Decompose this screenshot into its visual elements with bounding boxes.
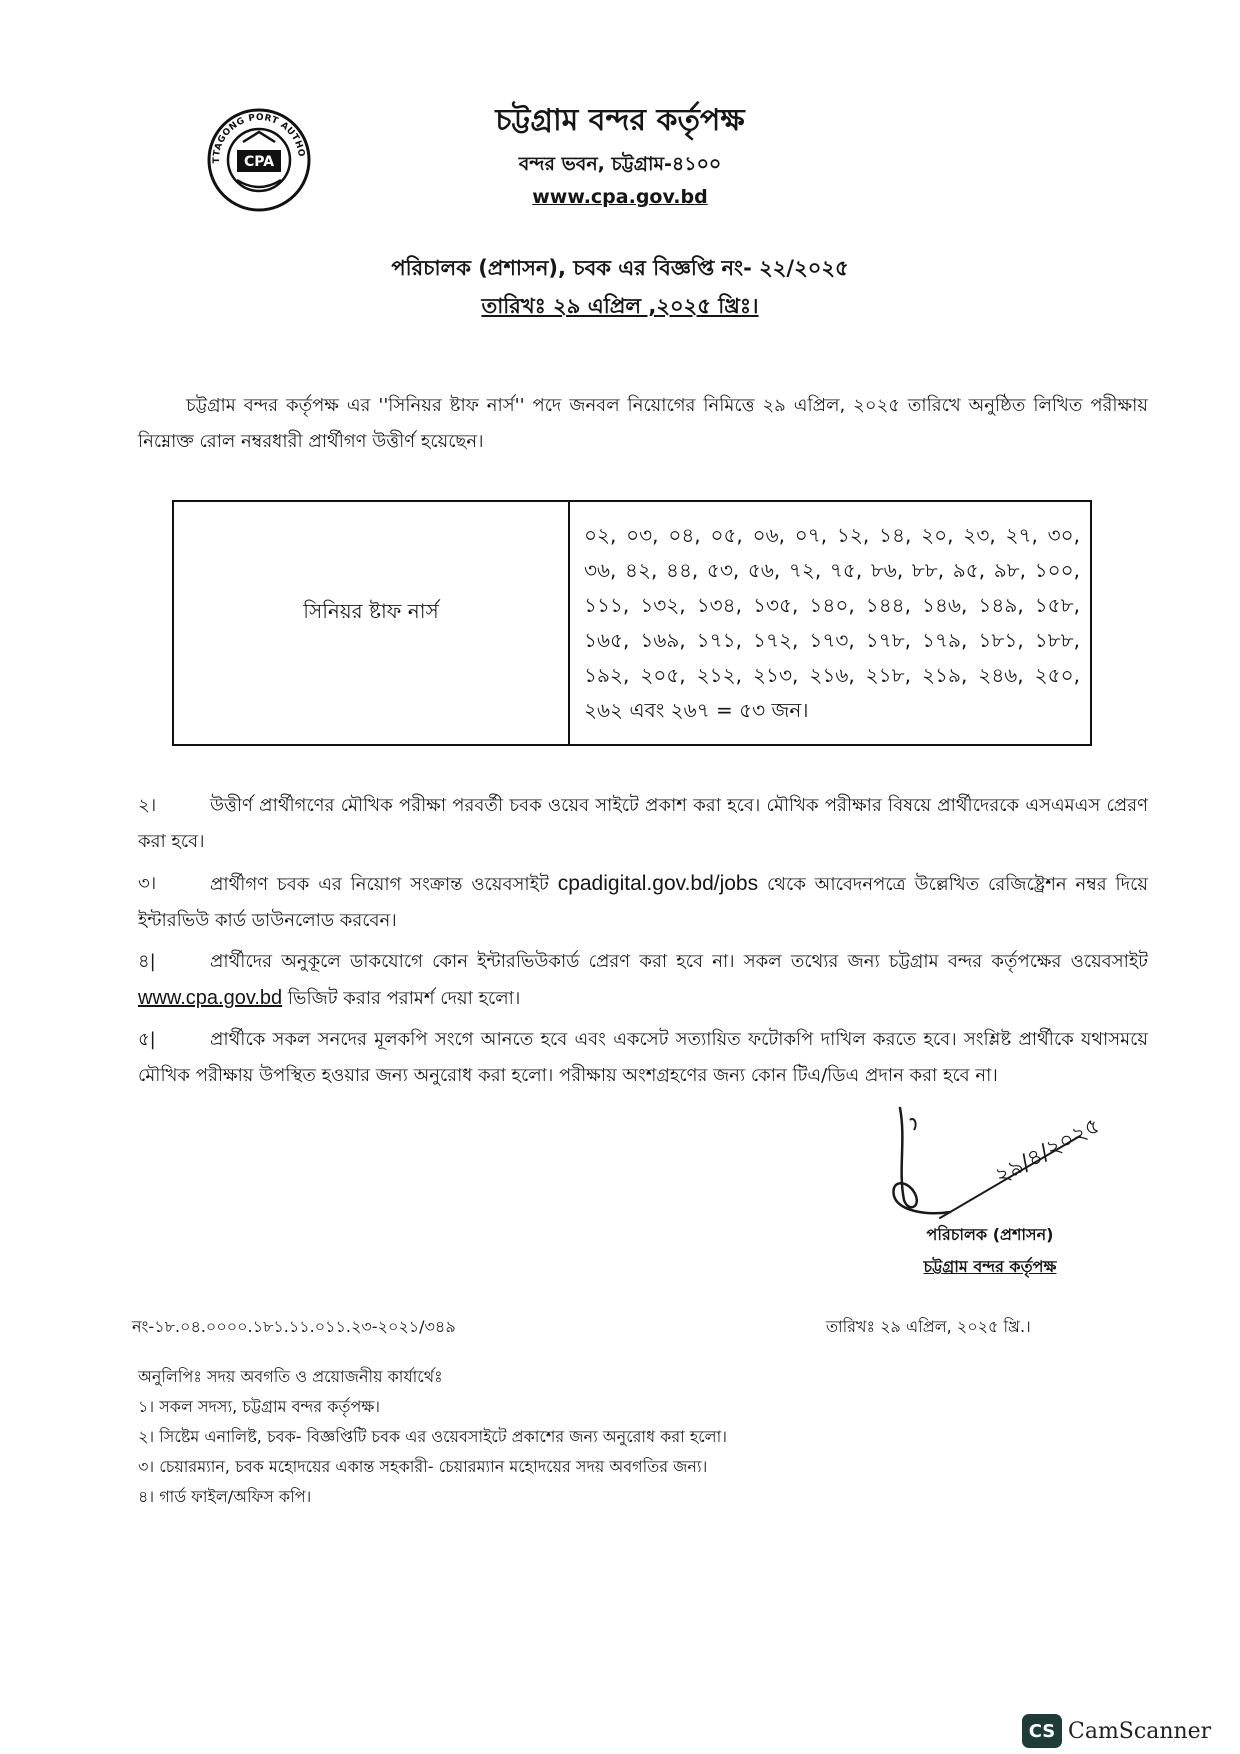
camscanner-logo-icon: CS: [1022, 1714, 1062, 1748]
signatory-org: চট্টগ্রাম বন্দর কর্তৃপক্ষ: [923, 1257, 1057, 1276]
table-row: [173, 501, 1091, 745]
signature-date: ২৯/৪/২০২৫: [991, 1113, 1105, 1190]
text-after-link: থেকে আবেদনপত্রে উল্লেখিত রেজিষ্ট্রেশন নম্বর দিয়ে ইন্টারভিউ কার্ড ডাউনলোড করবেন।: [138, 874, 1148, 931]
logo-ring-text: TTAGONG PORT AUTHO: [211, 112, 307, 164]
list-item: ৪। গার্ড ফাইল/অফিস কপি।: [138, 1487, 312, 1506]
list-item: ২। সিষ্টেম এনালিষ্ট, চবক- বিজ্ঞপ্তিটি চবক এর ওয়েবসাইটে প্রকাশের জন্য অনুরোধ করা হলো।: [138, 1427, 727, 1446]
text-after-link: ভিজিট করার পরামর্শ দেয়া হলো।: [287, 988, 521, 1009]
paragraph-3: [138, 866, 1148, 939]
camscanner-label: CamScanner: [1068, 1718, 1212, 1744]
paragraph-text: উত্তীর্ণ প্রার্থীগণের মৌখিক পরীক্ষা পরবর্তী চবক ওয়েব সাইটে প্রকাশ করা হবে। মৌখিক পরীক্ষার বিষয়ে প্রার্থীদেরকে এসএমএস প্রেরণ করা হবে।: [138, 795, 1148, 852]
post-name-cell: সিনিয়র ষ্টাফ নার্স: [173, 501, 569, 745]
jobs-portal-link[interactable]: cpadigital.gov.bd/jobs: [557, 872, 759, 895]
paragraph-number: ৪|: [138, 951, 156, 972]
handwritten-signature: [880, 1100, 1110, 1230]
notice-number: পরিচালক (প্রশাসন), চবক এর বিজ্ঞপ্তি নং- ২২/২০২৫: [391, 256, 849, 280]
paragraph-number: ৫|: [138, 1029, 156, 1050]
signatory-title: পরিচালক (প্রশাসন): [926, 1225, 1054, 1244]
copy-to-list: [138, 1392, 727, 1512]
paragraph-number: ২।: [138, 795, 157, 816]
memo-number: নং-১৮.০৪.০০০০.১৮১.১১.০১১.২৩-২০২১/৩৪৯: [132, 1317, 456, 1336]
text-before-link: প্রার্থীগণ চবক এর নিয়োগ সংক্রান্ত ওয়েবসাইট: [210, 874, 549, 895]
intro-paragraph: চট্টগ্রাম বন্দর কর্তৃপক্ষ এর ''সিনিয়র ষ্টাফ নার্স'' পদে জনবল নিয়োগের নিমিত্তে ২৯ এপ্রিল, ২০২৫ তারিখে অনুষ্ঠিত লিখিত পরীক্ষায় নিম্নোক্ত রোল নম্বরধারী প্রার্থীগণ উত্তীর্ণ হয়েছেন।: [138, 395, 1148, 452]
camscanner-watermark: [1022, 1714, 1211, 1748]
paragraph-5: [138, 1022, 1148, 1094]
paragraph-4: [138, 944, 1148, 1017]
paragraph-text: [138, 866, 1148, 939]
org-website-link[interactable]: www.cpa.gov.bd: [532, 186, 708, 208]
cpa-logo: [207, 108, 311, 212]
org-name: চট্টগ্রাম বন্দর কর্তৃপক্ষ: [495, 103, 745, 138]
cpa-website-link[interactable]: www.cpa.gov.bd: [138, 987, 283, 1009]
text-before-link: প্রার্থীদের অনুকূলে ডাকযোগে কোন ইন্টারভিউকার্ড প্রেরণ করা হবে না। সকল তথ্যের জন্য চট্টগ্রাম বন্দর কর্তৃপক্ষের ওয়েবসাইট: [210, 951, 1148, 972]
logo-abbr: CPA: [243, 154, 275, 170]
paragraph-2: [138, 788, 1148, 860]
result-table: [172, 500, 1092, 746]
paragraph-text: [138, 944, 1148, 1017]
list-item: ১। সকল সদস্য, চট্টগ্রাম বন্দর কর্তৃপক্ষ।: [138, 1397, 381, 1416]
memo-date: তারিখঃ ২৯ এপ্রিল, ২০২৫ খ্রি.।: [826, 1317, 1031, 1336]
paragraph-text: প্রার্থীকে সকল সনদের মূলকপি সংগে আনতে হবে এবং একসেট সত্যায়িত ফটোকপি দাখিল করতে হবে। সংশ্লিষ্ট প্রার্থীকে যথাসময়ে মৌখিক পরীক্ষায় উপস্থিত হওয়ার জন্য অনুরোধ করা হলো। পরীক্ষায় অংশগ্রহণের জন্য কোন টিএ/ডিএ প্রদান করা হবে না।: [138, 1029, 1148, 1086]
notice-date: তারিখঃ ২৯ এপ্রিল ,২০২৫ খ্রিঃ।: [481, 294, 759, 318]
copy-to-heading: অনুলিপিঃ সদয় অবগতি ও প্রয়োজনীয় কার্যার্থেঃ: [138, 1367, 443, 1386]
roll-numbers-cell: ০২, ০৩, ০৪, ০৫, ০৬, ০৭, ১২, ১৪, ২০, ২৩, ২৭, ৩০, ৩৬, ৪২, ৪৪, ৫৩, ৫৬, ৭২, ৭৫, ৮৬, ৮৮, ৯৫, ৯৮, ১০০, ১১১, ১৩২, ১৩৪, ১৩৫, ১৪০, ১৪৪, ১৪৬, ১৪৯, ১৫৮, ১৬৫, ১৬৯, ১৭১, ১৭২, ১৭৩, ১৭৮, ১৭৯, ১৮১, ১৮৮, ১৯২, ২০৫, ২১২, ২১৩, ২১৬, ২১৮, ২১৯, ২৪৬, ২৫০, ২৬২ এবং ২৬৭ = ৫৩ জন।: [569, 501, 1091, 745]
org-address: বন্দর ভবন, চট্টগ্রাম-৪১০০: [518, 153, 722, 175]
paragraph-number: ৩।: [138, 873, 157, 894]
list-item: ৩। চেয়ারম্যান, চবক মহোদয়ের একান্ত সহকারী- চেয়ারম্যান মহোদয়ের সদয় অবগতির জন্য।: [138, 1457, 708, 1476]
